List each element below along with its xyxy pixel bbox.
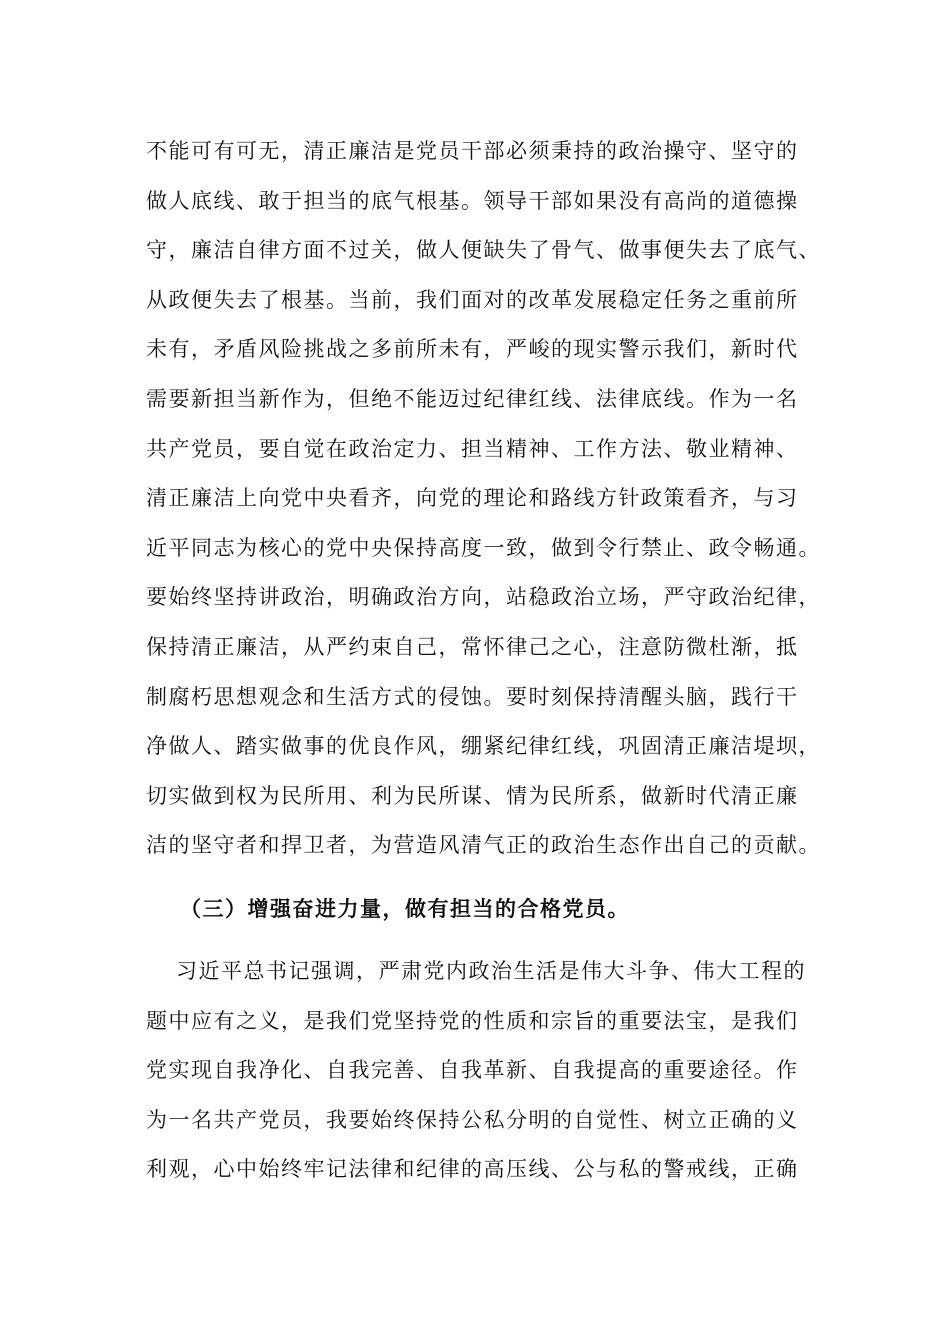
section-heading: （三）增强奋进力量，做有担当的合格党员。 <box>180 897 630 921</box>
paragraph-1-line: 做人底线、敢于担当的底气根基。领导干部如果没有高尚的道德操 <box>146 188 799 213</box>
paragraph-1-line: 清正廉洁上向党中央看齐，向党的理论和路线方针政策看齐，与习 <box>146 486 799 511</box>
paragraph-2-line: 题中应有之义，是我们党坚持党的性质和宗旨的重要法宝，是我们 <box>146 1008 799 1033</box>
paragraph-2-line: 为一名共产党员，我要始终保持公私分明的自觉性、树立正确的义 <box>146 1107 799 1132</box>
paragraph-1-line: 净做人、踏实做事的优良作风，绷紧纪律红线，巩固清正廉洁堤坝， <box>146 734 821 759</box>
paragraph-1-line: 要始终坚持讲政治，明确政治方向，站稳政治立场，严守政治纪律， <box>146 585 821 610</box>
paragraph-2-line: 党实现自我净化、自我完善、自我革新、自我提高的重要途径。作 <box>146 1058 799 1083</box>
paragraph-1-line: 洁的坚守者和捍卫者，为营造风清气正的政治生态作出自己的贡献。 <box>146 833 821 858</box>
paragraph-1-line: 守，廉洁自律方面不过关，做人便缺失了骨气、做事便失去了底气、 <box>146 238 821 263</box>
paragraph-1-line: 制腐朽思想观念和生活方式的侵蚀。要时刻保持清醒头脑，践行干 <box>146 684 799 709</box>
paragraph-1-line: 需要新担当新作为，但绝不能迈过纪律红线、法律底线。作为一名 <box>146 386 799 411</box>
paragraph-2-line: 利观，心中始终牢记法律和纪律的高压线、公与私的警戒线，正确 <box>146 1157 799 1182</box>
paragraph-1-line: 切实做到权为民所用、利为民所谋、情为民所系，做新时代清正廉 <box>146 783 799 808</box>
paragraph-1 <box>146 127 836 871</box>
paragraph-1-line: 从政便失去了根基。当前，我们面对的改革发展稳定任务之重前所 <box>146 287 799 312</box>
paragraph-1-line: 未有，矛盾风险挑战之多前所未有，严峻的现实警示我们，新时代 <box>146 337 799 362</box>
paragraph-1-line: 不能可有可无，清正廉洁是党员干部必须秉持的政治操守、坚守的 <box>146 139 799 163</box>
paragraph-1-line: 近平同志为核心的党中央保持高度一致，做到令行禁止、政令畅通。 <box>146 535 821 560</box>
paragraph-1-line: 共产党员，要自觉在政治定力、担当精神、工作方法、敬业精神、 <box>146 436 799 461</box>
paragraph-2 <box>146 947 836 1195</box>
paragraph-1-line: 保持清正廉洁，从严约束自己，常怀律己之心，注意防微杜渐，抵 <box>146 634 799 659</box>
paragraph-2-line: 习近平总书记强调，严肃党内政治生活是伟大斗争、伟大工程的 <box>176 959 806 983</box>
